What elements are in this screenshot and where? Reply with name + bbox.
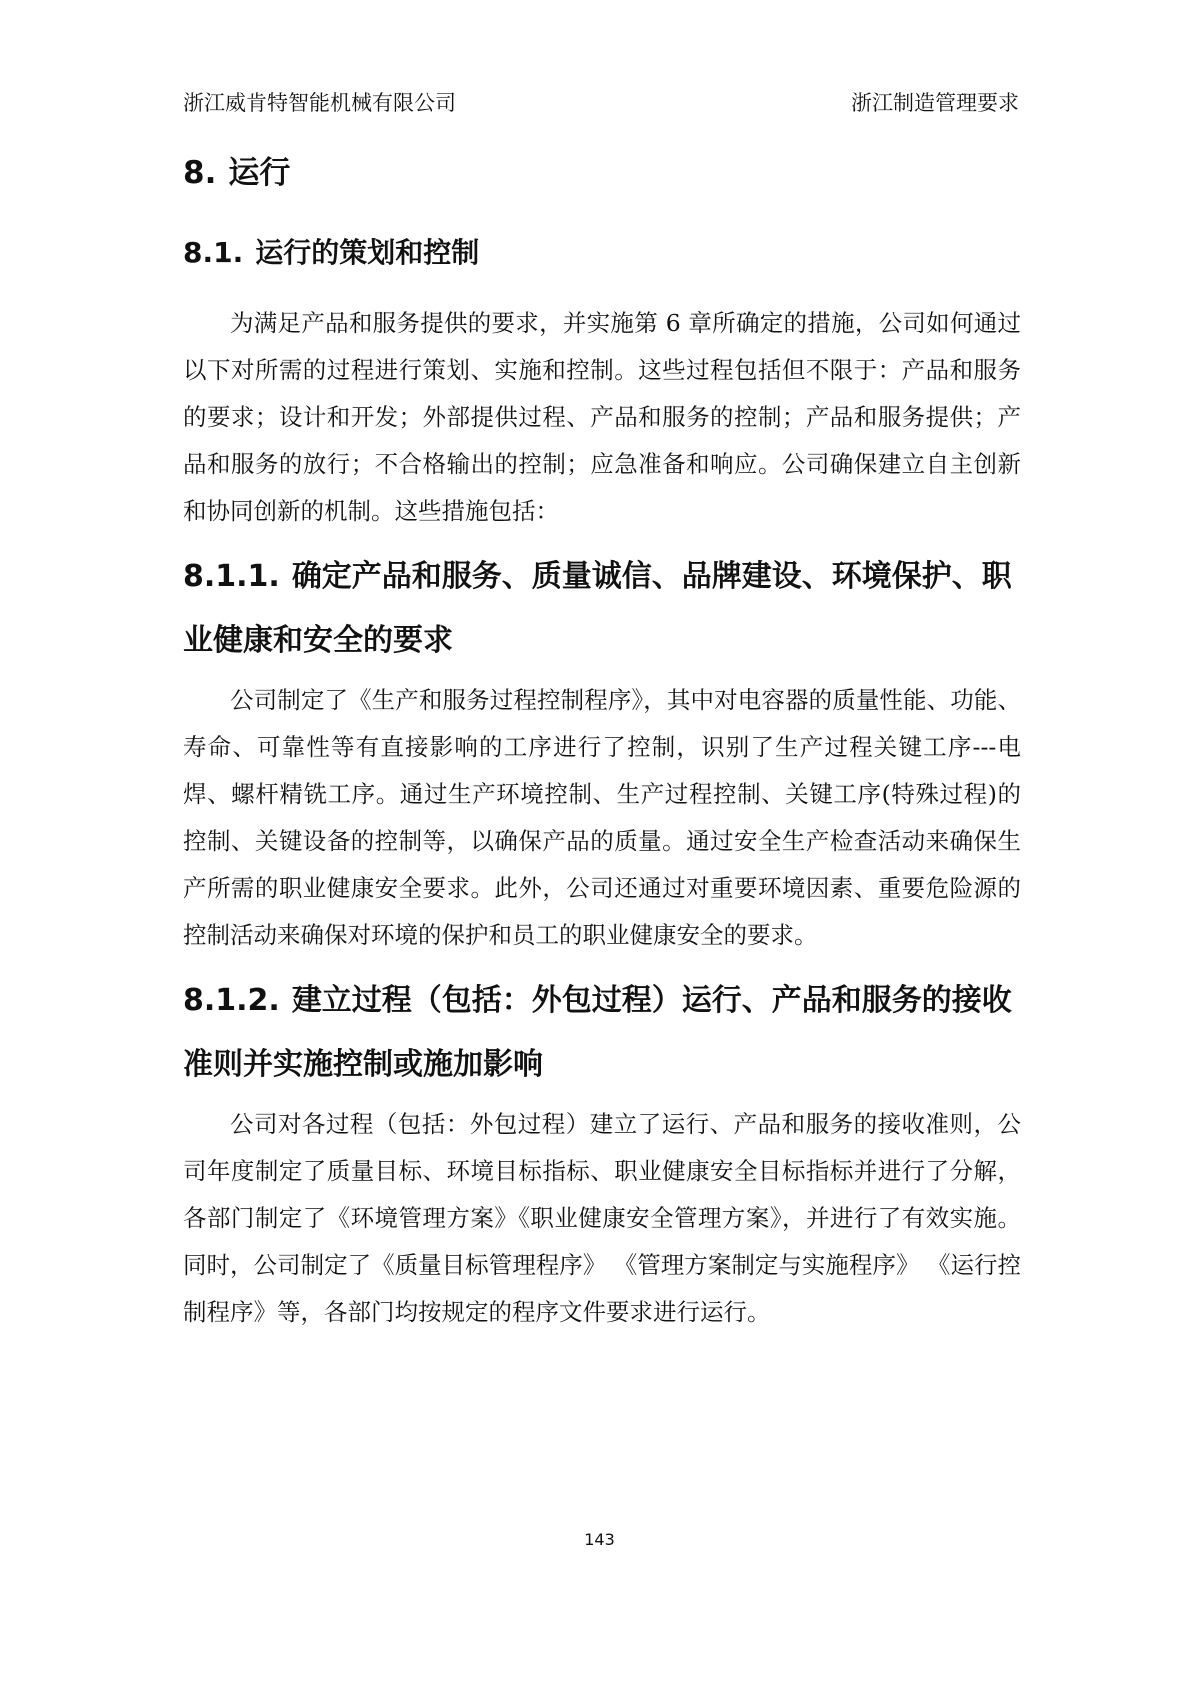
header-document-title: 浙江制造管理要求: [851, 91, 1019, 115]
subsection-title: 运行的策划和控制: [255, 236, 480, 269]
item-heading-8-1-2: [183, 969, 1021, 1097]
item-paragraph-8-1-1: 公司制定了《生产和服务过程控制程序》，其中对电容器的质量性能、功能、寿命、可靠性等有直接影响的工序进行了控制，识别了生产过程关键工序---电焊、螺杆精铣工序。通过生产环境控制、生产过程控制、关键工序(特殊过程)的控制、关键设备的控制等，以确保产品的质量。通过安全生产检查活动来确保生产所需的职业健康安全要求。此外，公司还通过对重要环境因素、重要危险源的控制活动来确保对环境的保护和员工的职业健康安全的要求。: [183, 686, 1021, 949]
item-number: 8.1.1.: [183, 559, 280, 594]
page-header: [183, 88, 1019, 118]
item-heading-8-1-1: [183, 545, 1021, 673]
item-title: 建立过程（包括：外包过程）运行、产品和服务的接收准则并实施控制或施加影响: [183, 983, 1012, 1082]
item-title: 确定产品和服务、质量诚信、品牌建设、环境保护、职业健康和安全的要求: [183, 559, 1012, 658]
page-number: 143: [584, 1530, 615, 1549]
item-paragraph-8-1-2: 公司对各过程（包括：外包过程）建立了运行、产品和服务的接收准则，公司年度制定了质量目标、环境目标指标、职业健康安全目标指标并进行了分解，各部门制定了《环境管理方案》《职业健康安全管理方案》，并进行了有效实施。同时，公司制定了《质量目标管理程序》 《管理方案制定与实施程序》 《运行控制程序》等，各部门均按规定的程序文件要求进行运行。: [183, 1110, 1021, 1326]
subsection-heading: [183, 232, 1021, 274]
section-number: 8.: [183, 155, 217, 191]
section-heading: [183, 150, 1021, 196]
subsection-number: 8.1.: [183, 236, 244, 269]
section-title: 运行: [228, 155, 291, 191]
header-company-name: 浙江威肯特智能机械有限公司: [183, 91, 456, 115]
item-number: 8.1.2.: [183, 983, 280, 1018]
subsection-paragraph: 为满足产品和服务提供的要求，并实施第 6 章所确定的措施，公司如何通过以下对所需的过程进行策划、实施和控制。这些过程包括但不限于：产品和服务的要求；设计和开发；外部提供过程、产品和服务的控制；产品和服务提供；产品和服务的放行；不合格输出的控制；应急准备和响应。公司确保建立自主创新和协同创新的机制。这些措施包括：: [183, 309, 1021, 525]
page-content: [183, 150, 1021, 1346]
